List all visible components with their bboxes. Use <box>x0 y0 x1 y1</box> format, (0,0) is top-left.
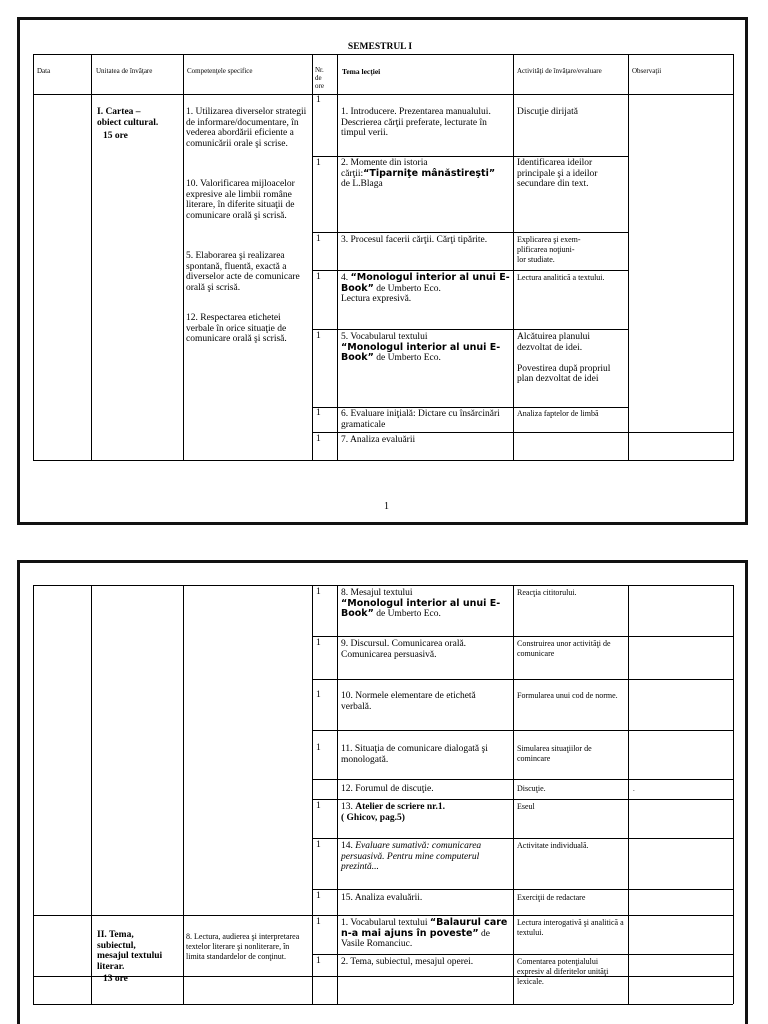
row-2-hours: 1 <box>316 158 321 168</box>
row-12-topic: 12. Forumul de discuţie. <box>341 784 434 794</box>
row-3-hours: 1 <box>316 234 321 244</box>
row-4-hours: 1 <box>316 272 321 282</box>
row-8-topic: 8. Mesajul textului “Monologul interior al unui E-Book” de Umberto Eco. <box>341 588 501 619</box>
row-5-topic: 5. Vocabularul textului “Monologul interior al unui E-Book” de Umberto Eco. <box>341 332 501 363</box>
header-activities: Activităţi de învăţare/evaluare <box>517 67 602 75</box>
row-5-activity: Alcătuirea planului dezvoltat de idei. Povestirea după propriul plan dezvoltat de idei <box>517 332 611 384</box>
unit-2-name: II. Tema, subiectul, mesajul textului literar. <box>97 930 163 972</box>
row-12-observation: . <box>633 785 635 793</box>
row-14-hours: 1 <box>316 840 321 850</box>
row-6-hours: 1 <box>316 408 321 418</box>
unit-name: I. Cartea – obiect cultural. <box>97 107 159 128</box>
row-14-topic: 14. Evaluare sumativă: comunicarea persuasivă. Pentru mine computerul prezintă... <box>341 841 482 872</box>
row-4-activity: Lectura analitică a textului. <box>517 273 605 282</box>
row-15-activity: Exerciţii de redactare <box>517 893 586 902</box>
row-9-topic: 9. Discursul. Comunicarea orală. Comunicarea persuasivă. <box>341 639 467 660</box>
row-9-activity: Construirea unor activităţi de comunicare <box>517 639 611 658</box>
row-11-hours: 1 <box>316 743 321 753</box>
row-16-topic: 1. Vocabularul textului “Balaurul care n-a mai ajuns în poveste” de Vasile Romanciuc. <box>341 917 508 949</box>
unit-2-hours: 13 ore <box>103 974 128 984</box>
unit-hours: 15 ore <box>103 131 128 141</box>
header-competencies: Competenţele specifice <box>187 67 253 75</box>
row-3-topic: 3. Procesul facerii cărţii. Cărţi tipărite. <box>341 235 488 245</box>
header-unit: Unitatea de învăţare <box>96 67 153 75</box>
competency-1: 1. Utilizarea diverselor strategii de informare/documentare, în vederea abordării eficiente a comunicării orale şi scrise. <box>186 107 307 149</box>
row-1-hours: 1 <box>316 95 321 105</box>
competency-8: 8. Lectura, audierea şi interpretarea textelor literare şi nonliterare, în limita standardelor de conţinut. <box>186 932 300 961</box>
row-10-activity: Formularea unui cod de norme. <box>517 691 618 700</box>
row-11-topic: 11. Situaţia de comunicare dialogată şi monologată. <box>341 744 488 765</box>
competency-12: 12. Respectarea etichetei verbale în orice situaţie de comunicare orală şi scrisă. <box>186 313 287 344</box>
row-10-topic: 10. Normele elementare de etichetă verbală. <box>341 691 476 712</box>
row-7-hours: 1 <box>316 434 321 444</box>
row-8-hours: 1 <box>316 587 321 597</box>
document-page-1 <box>17 17 748 525</box>
row-6-activity: Analiza faptelor de limbă <box>517 409 599 418</box>
row-17-topic: 2. Tema, subiectul, mesajul operei. <box>341 957 474 967</box>
row-15-topic: 15. Analiza evaluării. <box>341 893 423 903</box>
row-13-hours: 1 <box>316 801 321 811</box>
row-9-hours: 1 <box>316 638 321 648</box>
row-12-activity: Discuţie. <box>517 784 546 793</box>
row-16-hours: 1 <box>316 917 321 927</box>
row-1-topic: 1. Introducere. Prezentarea manualului. Descrierea cărţii preferate, lecturate în timpul verii. <box>341 107 491 138</box>
row-11-activity: Simularea situaţiilor de comincare <box>517 744 592 763</box>
row-17-activity: Comentarea potenţialului expresiv al diferitelor unităţi lexicale. <box>517 957 609 986</box>
row-4-topic: 4. “Monologul interior al unui E-Book” de Umberto Eco. Lectura expresivă. <box>341 272 510 304</box>
header-topic: Tema lecţiei <box>342 67 381 76</box>
semester-title: SEMESTRUL I <box>347 42 413 52</box>
row-13-topic: 13. Atelier de scriere nr.1. ( Ghicov, pag.5) <box>341 802 446 823</box>
row-3-activity: Explicarea şi exem- plificarea noţiuni- lor studiate. <box>517 235 581 264</box>
row-15-hours: 1 <box>316 891 321 901</box>
row-17-hours: 1 <box>316 956 321 966</box>
row-1-activity: Discuţie dirijată <box>517 107 578 117</box>
page-number: 1 <box>384 501 389 512</box>
row-6-topic: 6. Evaluare iniţială: Dictare cu însărcinări gramaticale <box>341 409 500 430</box>
row-2-activity: Identificarea ideilor principale şi a ideilor secundare din text. <box>517 158 598 189</box>
row-16-activity: Lectura interogativă şi analitică a textului. <box>517 918 624 937</box>
competency-5: 5. Elaborarea şi realizarea spontană, fluentă, exactă a diverselor acte de comunicare orală şi scrisă. <box>186 251 300 293</box>
row-14-activity: Activitate individuală. <box>517 841 589 850</box>
header-hours: Nr. de ore <box>315 66 324 90</box>
row-10-hours: 1 <box>316 690 321 700</box>
document-page-2 <box>17 560 748 1024</box>
row-13-activity: Eseul <box>517 802 535 811</box>
header-data: Data <box>37 67 51 75</box>
row-2-topic: 2. Momente din istoria cărţii:“Tiparniţe mânăstireşti” de L.Blaga <box>341 158 496 189</box>
row-8-activity: Reacţia cititorului. <box>517 588 577 597</box>
row-5-hours: 1 <box>316 331 321 341</box>
row-7-topic: 7. Analiza evaluării <box>341 435 416 445</box>
header-observations: Observaţii <box>632 67 662 75</box>
competency-10: 10. Valorificarea mijloacelor expresive ale limbii române literare, în diferite situaţii de comunicare orală şi scrisă. <box>186 179 295 221</box>
